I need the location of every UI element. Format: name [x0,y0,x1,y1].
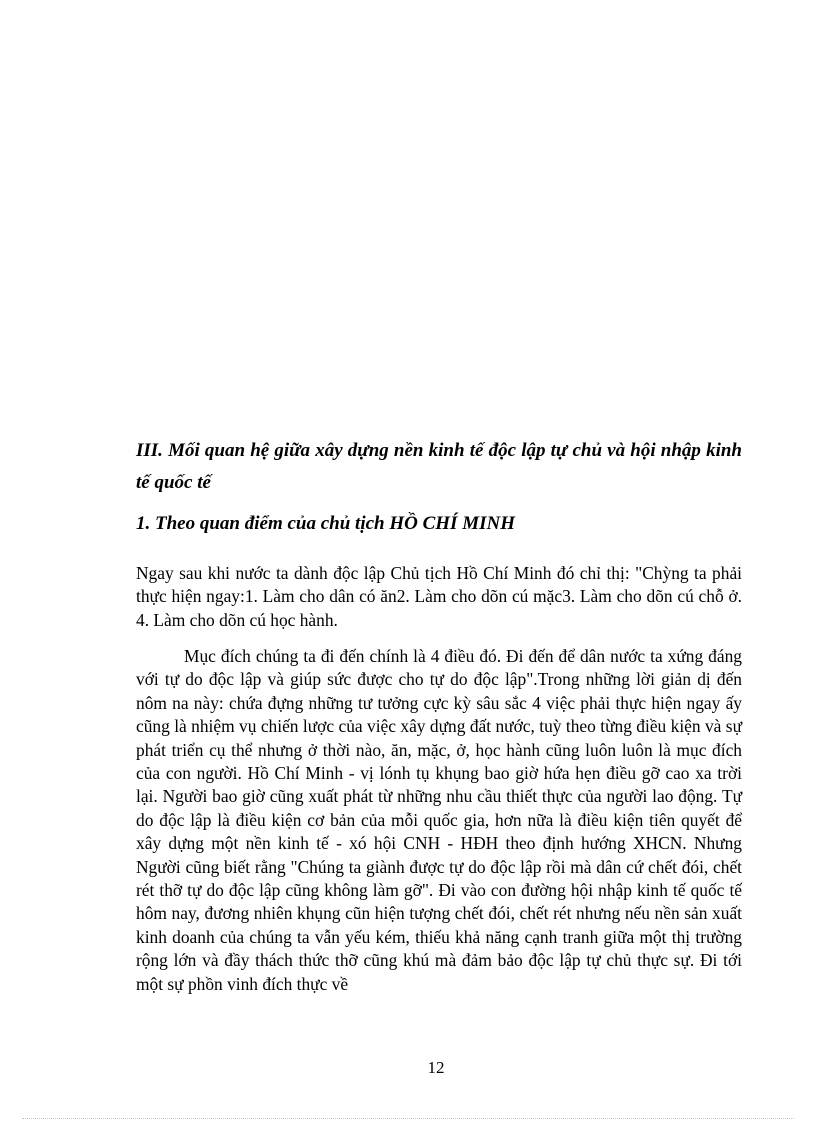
paragraph-directive: Ngay sau khi nước ta dành độc lập Chủ tịch Hồ Chí Minh đó chỉ thị: "Chỳng ta phải thực hiện ngay:1. Làm cho dân có ăn2. Làm cho dõn cú mặc3. Làm cho dõn cú chỗ ở. 4. Làm cho dõn cú học hành. [136,563,742,630]
section-heading: III. Mối quan hệ giữa xây dựng nền kinh tế độc lập tự chủ và hội nhập kinh tế quốc tế [136,440,742,493]
paragraph-discussion: Mục đích chúng ta đi đến chính là 4 điều đó. Đi đến để dân nước ta xứng đáng với tự do độc lập và giúp sức được cho tự do độc lập".Trong những lời giản dị đến nôm na này: chứa đựng những tư tưởng cực kỳ sâu sắc 4 việc phải thực hiện ngay ấy cũng là nhiệm vụ chiến lược của việc xây dựng đất nước, tuỳ theo từng điều kiện và sự phát triển cụ thể nhưng ở thời nào, ăn, mặc, ở, học hành cũng luôn luôn là mục đích của con người. Hồ Chí Minh - vị lónh tụ khụng bao giờ hứa hẹn điều gỡ cao xa trời lại. Người bao giờ cũng xuất phát từ những nhu cầu thiết thực của người lao động. Tự do độc lập là điều kiện cơ bản của mỗi quốc gia, hơn nữa là điều kiện tiên quyết để xây dựng một nền kinh tế - xó hội CNH - HĐH theo định hướng XHCN. Nhưng Người cũng biết rằng "Chúng ta giành được tự do độc lập rồi mà dân cứ chết đói, chết rét thỡ tự do độc lập cũng không làm gỡ". Đi vào con đường hội nhập kinh tế quốc tế hôm nay, đương nhiên khụng cũn hiện tượng chết đói, chết rét nhưng nếu nền sản xuất kinh doanh của chúng ta vẫn yếu kém, thiếu khả năng cạnh tranh giữa một thị trường rộng lớn và đầy thách thức thỡ cũng khú mà đảm bảo độc lập tự chủ thực sự. Đi tới một sự phồn vinh đích thực về [136,646,742,994]
page-number: 12 [427,1058,445,1077]
subsection-heading: 1. Theo quan điểm của chủ tịch HỒ CHÍ MINH [136,513,515,534]
page-bottom-divider [22,1118,794,1119]
